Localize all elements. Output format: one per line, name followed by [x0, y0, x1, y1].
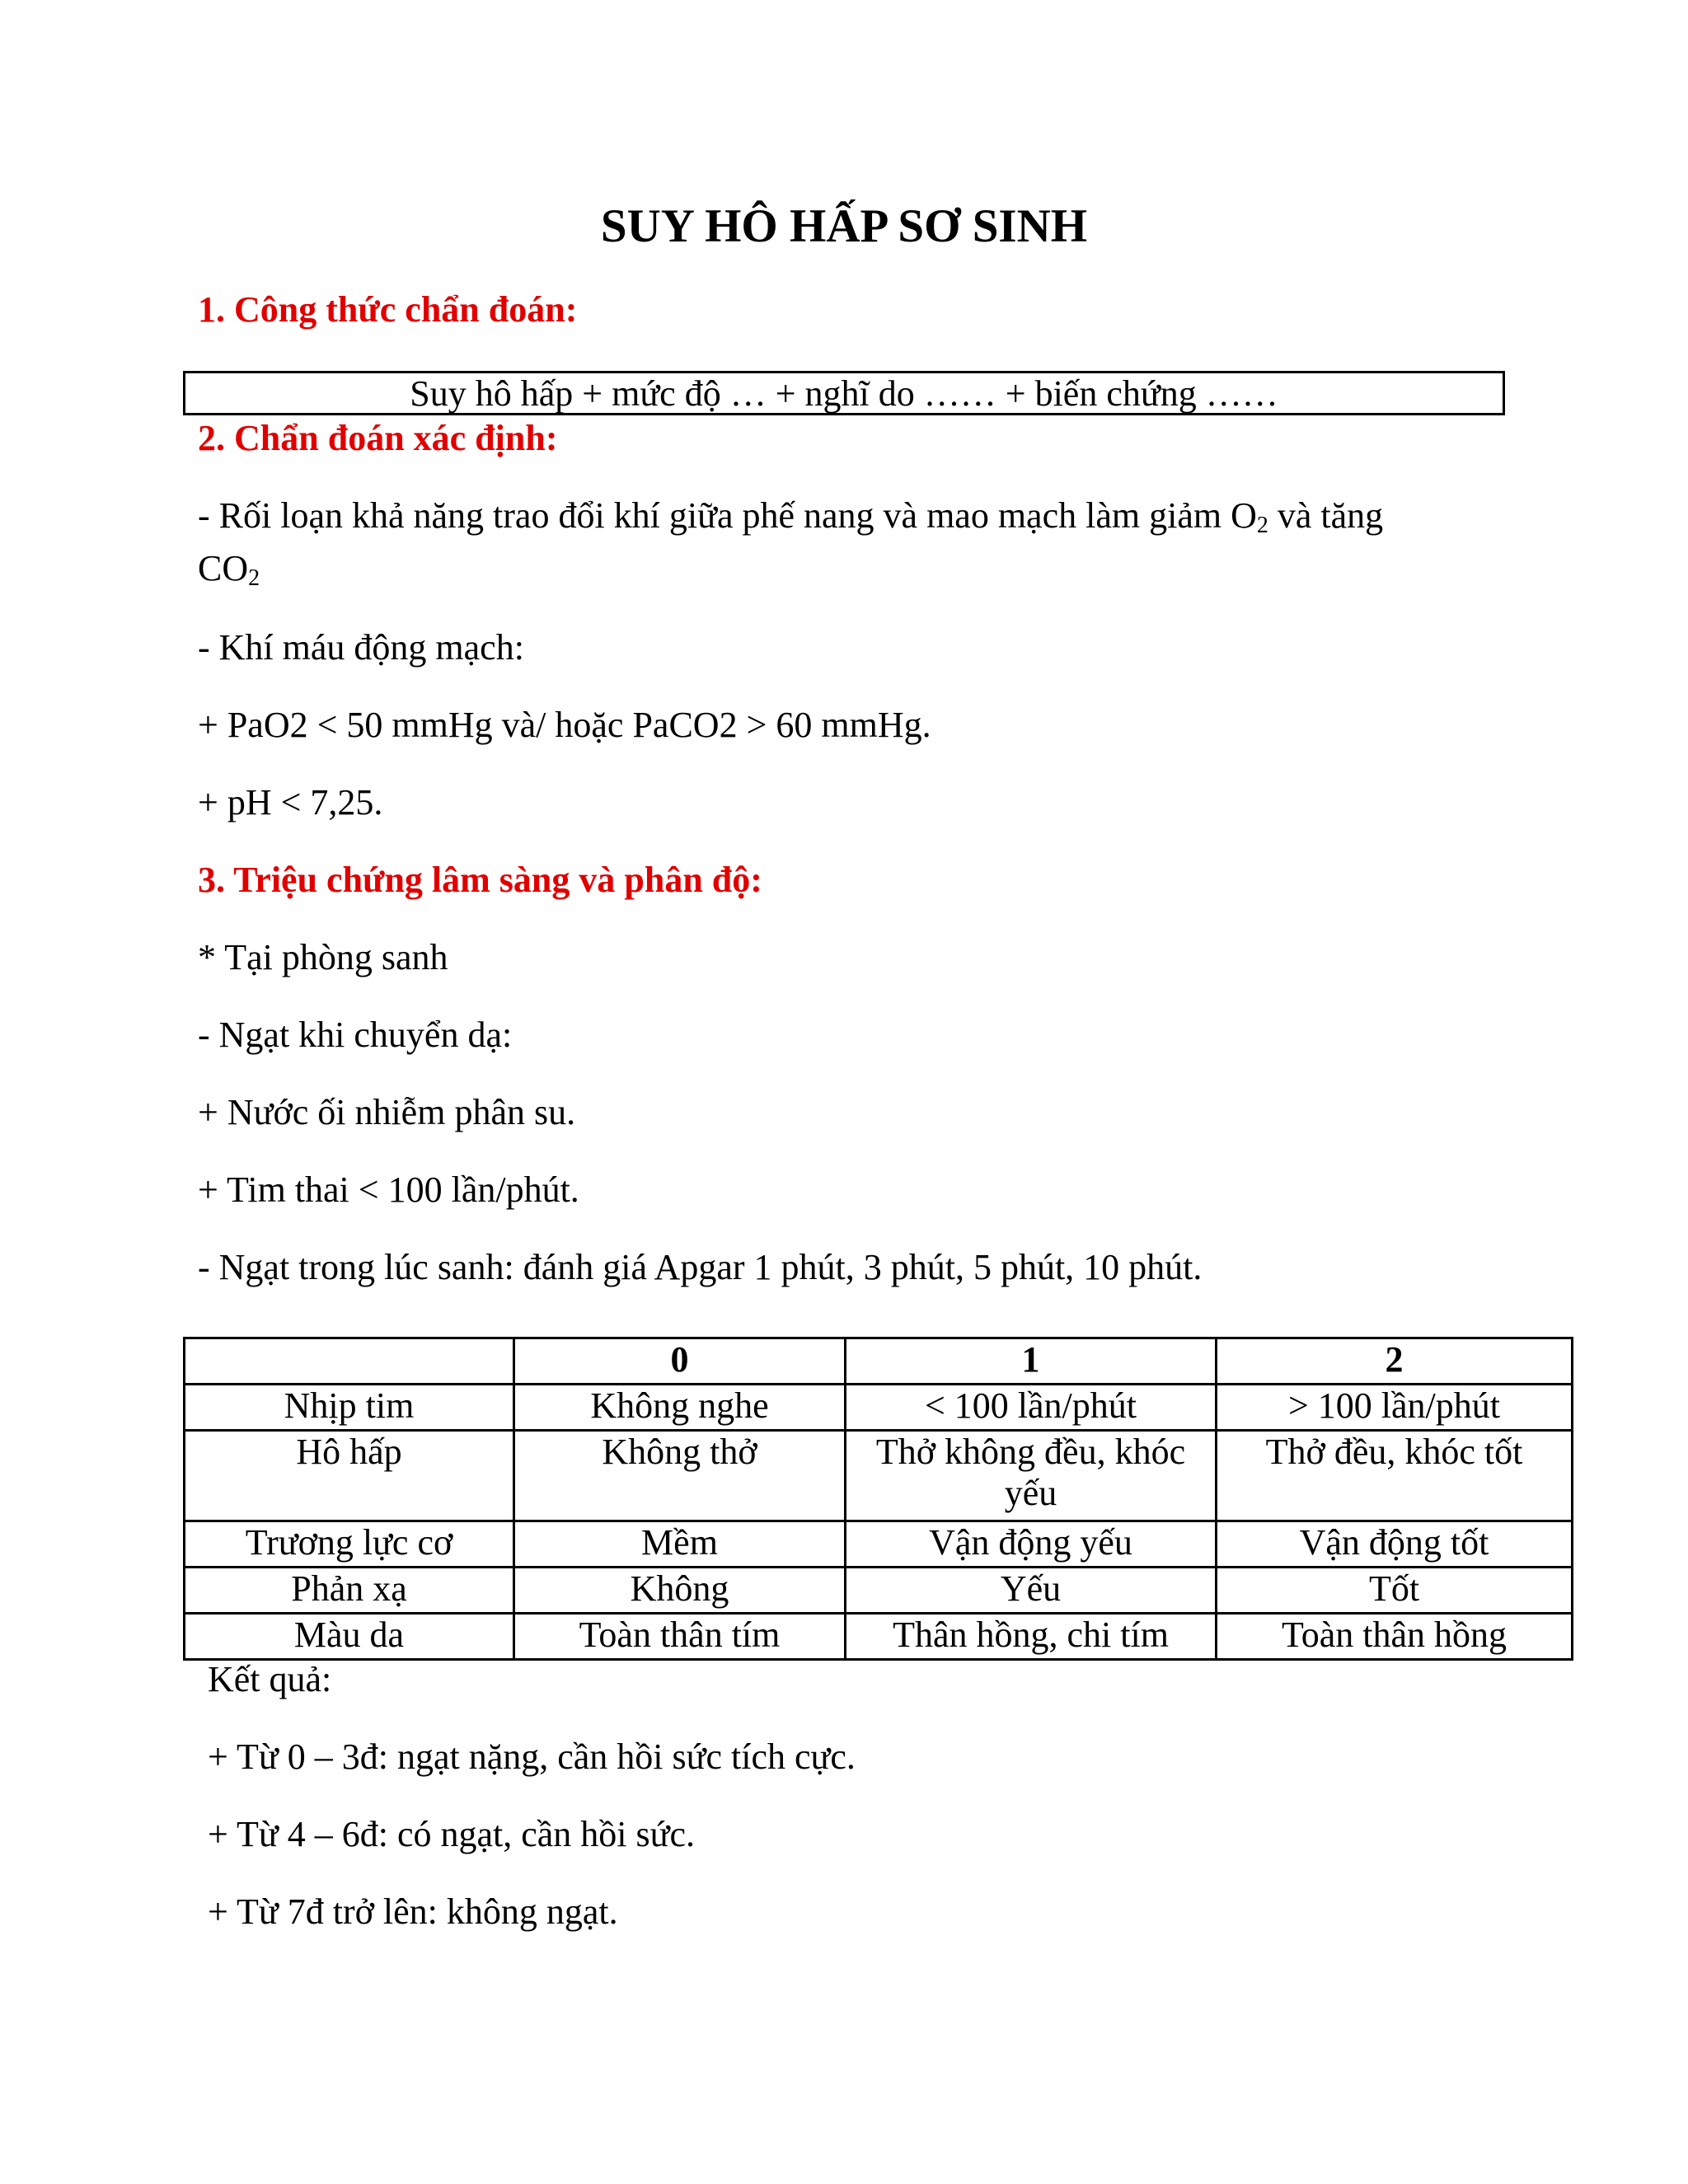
table-row: [185, 1568, 1573, 1614]
table-cell: Phản xạ: [185, 1568, 514, 1614]
result-label: Kết quả:: [208, 1659, 332, 1699]
table-cell: Yếu: [846, 1568, 1217, 1614]
table-cell: Thở không đều, khóc yếu: [846, 1431, 1217, 1521]
labor-asphyxia-line: - Ngạt khi chuyển dạ:: [198, 1015, 513, 1055]
result-item-normal: + Từ 7đ trở lên: không ngạt.: [208, 1891, 618, 1932]
table-cell: Thở đều, khóc tốt: [1217, 1431, 1573, 1521]
table-cell: Tốt: [1217, 1568, 1573, 1614]
table-cell: Thân hồng, chi tím: [846, 1614, 1217, 1660]
apgar-header-row: [185, 1338, 1573, 1385]
table-cell: > 100 lần/phút: [1217, 1385, 1573, 1431]
table-row: [185, 1521, 1573, 1568]
table-cell: Không thở: [514, 1431, 846, 1521]
section-2-heading: 2. Chẩn đoán xác định:: [198, 418, 558, 458]
gas-exchange-line: - Rối loạn khả năng trao đổi khí giữa phế nang và mao mạch làm giảm $O_2$ và tăng: [198, 495, 1384, 538]
table-row: [185, 1385, 1573, 1431]
table-cell: Toàn thân tím: [514, 1614, 846, 1660]
meconium-line: + Nước ối nhiễm phân su.: [198, 1092, 576, 1132]
document-title: SUY HÔ HẤP SƠ SINH: [600, 200, 1088, 252]
table-cell: Màu da: [185, 1614, 514, 1660]
table-header-cell: [185, 1338, 514, 1385]
table-cell: Vận động yếu: [846, 1521, 1217, 1568]
apgar-intro-line: - Ngạt trong lúc sanh: đánh giá Apgar 1 phút, 3 phút, 5 phút, 10 phút.: [198, 1247, 1203, 1287]
result-item-moderate: + Từ 4 – 6đ: có ngạt, cần hồi sức.: [208, 1814, 696, 1854]
table-cell: Mềm: [514, 1521, 846, 1568]
blood-gas-line: - Khí máu động mạch:: [198, 627, 524, 668]
fetal-heart-line: + Tim thai < 100 lần/phút.: [198, 1169, 579, 1210]
table-cell: Nhịp tim: [185, 1385, 514, 1431]
table-cell: Không: [514, 1568, 846, 1614]
section-1-heading: 1. Công thức chẩn đoán:: [198, 289, 578, 330]
table-header-cell: 2: [1217, 1338, 1573, 1385]
table-row: [185, 1614, 1573, 1660]
table-header-cell: 1: [846, 1338, 1217, 1385]
table-cell: Không nghe: [514, 1385, 846, 1431]
table-cell: Hô hấp: [185, 1431, 514, 1521]
table-cell: Trương lực cơ: [185, 1521, 514, 1568]
apgar-table: [183, 1337, 1573, 1661]
delivery-room-line: * Tại phòng sanh: [198, 937, 448, 977]
table-header-cell: 0: [514, 1338, 846, 1385]
section-3-heading: 3. Triệu chứng lâm sàng và phân độ:: [198, 860, 762, 900]
diagnosis-formula: Suy hô hấp + mức độ … + nghĩ do …… + biến chứng ……: [410, 373, 1278, 414]
table-row: [185, 1431, 1573, 1521]
pao2-line: + PaO2 < 50 mmHg và/ hoặc PaCO2 > 60 mmHg.: [198, 705, 931, 745]
table-cell: Vận động tốt: [1217, 1521, 1573, 1568]
table-cell: < 100 lần/phút: [846, 1385, 1217, 1431]
ph-line: + pH < 7,25.: [198, 782, 383, 823]
diagnosis-formula-box: [183, 371, 1505, 415]
table-cell: Toàn thân hồng: [1217, 1614, 1573, 1660]
result-item-severe: + Từ 0 – 3đ: ngạt nặng, cần hồi sức tích cực.: [208, 1736, 856, 1777]
co2-line: $CO_2$: [198, 548, 260, 591]
